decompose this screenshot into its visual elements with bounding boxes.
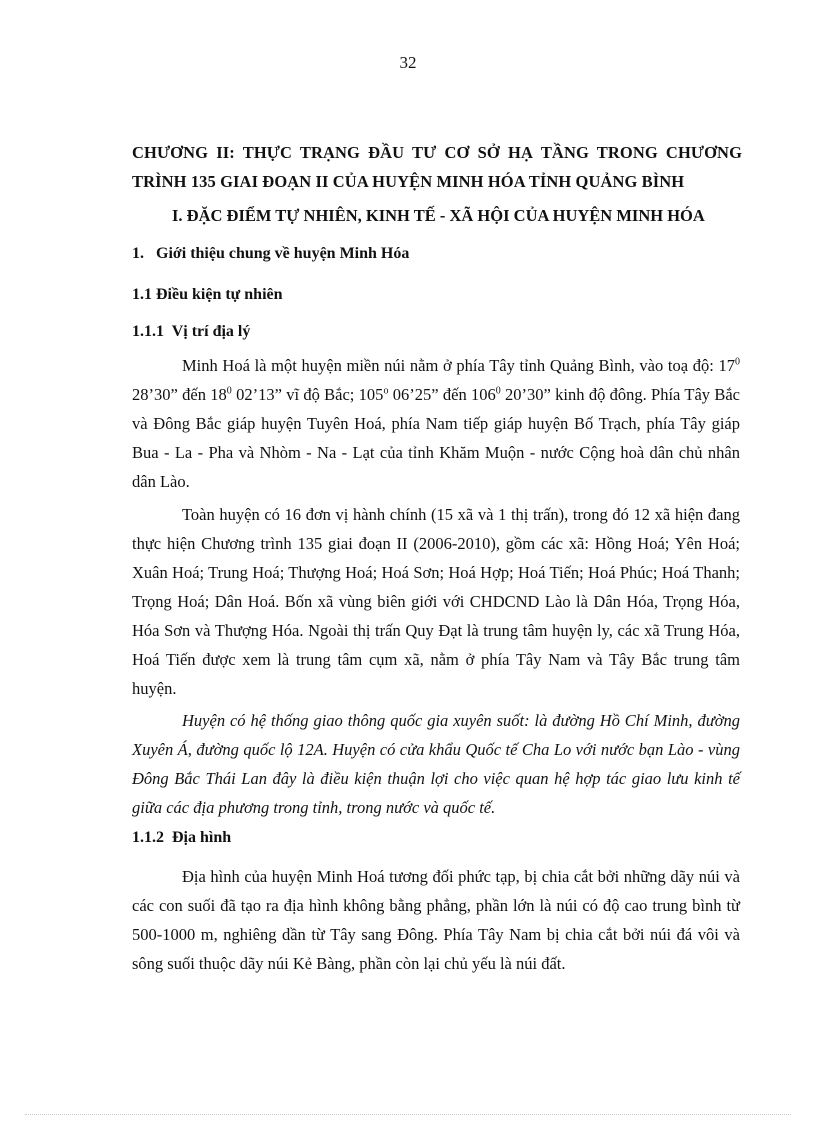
location-text-2: 28’30” đến 18 [132,385,227,404]
degree-mark: o [383,385,389,397]
heading-1-introduction: 1. Giới thiệu chung về huyện Minh Hóa [132,245,410,262]
administrative-units-paragraph: Toàn huyện có 16 đơn vị hành chính (15 xã và 1 thị trấn), trong đó 12 xã hiện đang thực hiện Chương trình 135 giai đoạn II (2006-2010), gồm các xã: Hồng Hoá; Yên Hoá; Xuân Hoá; Trung Hoá; Thượng Hoá; Hoá Sơn; Hoá Hợp; Hoá Tiến; Hoá Phúc; Hoá Thanh; Trọng Hoá; Dân Hoá. Bốn xã vùng biên giới với CHDCND Lào là Dân Hóa, Trọng Hóa, Hóa Sơn và Thượng Hóa. Ngoài thị trấn Quy Đạt là trung tâm huyện ly, các xã Trung Hóa, Hoá Tiến được xem là trung tâm cụm xã, nằm ở phía Tây Nam và Tây Bắc trung tâm huyện. [132,505,740,698]
location-text-5: 20’30” kinh độ đông. Phía Tây Bắc và Đông Bắc giáp huyện Tuyên Hoá, phía Nam tiếp giáp huyện Bố Trạch, phía Tây giáp Bua - La - Pha và Nhòm - Na - Lạt của tỉnh Khăm Muộn - nước Cộng hoà dân chủ nhân dân Lào. [132,385,740,491]
page-number: 32 [399,53,417,72]
section-title: I. ĐẶC ĐIỂM TỰ NHIÊN, KINH TẾ - XÃ HỘI CỦA HUYỆN MINH HÓA [172,206,705,225]
page-bottom-divider [25,1114,791,1115]
degree-mark: 0 [735,356,740,368]
location-paragraph [132,351,740,496]
terrain-paragraph: Địa hình của huyện Minh Hoá tương đối phức tạp, bị chia cắt bởi những dãy núi và các con suối đã tạo ra địa hình không bằng phẳng, phần lớn là núi có độ cao trung bình từ 500-1000 m, nghiêng dần từ Tây sang Đông. Phía Tây Nam bị chia cắt bởi núi đá vôi và sông suối thuộc dãy núi Kẻ Bàng, phần còn lại chủ yếu là núi đất. [132,867,740,973]
transport-paragraph: Huyện có hệ thống giao thông quốc gia xuyên suốt: là đường Hồ Chí Minh, đường Xuyên Á, đường quốc lộ 12A. Huyện có cửa khẩu Quốc tế Cha Lo với nước bạn Lào - vùng Đông Bắc Thái Lan đây là điều kiện thuận lợi cho việc quan hệ hợp tác giao lưu kinh tế giữa các địa phương trong tỉnh, trong nước và quốc tế. [132,711,740,817]
degree-mark: 0 [495,385,501,397]
heading-1-1-1-geographic-location: 1.1.1 Vị trí địa lý [132,323,251,340]
location-text-4: 06’25” đến 106 [388,385,496,404]
heading-1-1-natural-conditions: 1.1 Điều kiện tự nhiên [132,286,283,303]
heading-1-1-2-terrain: 1.1.2 Địa hình [132,829,232,846]
chapter-title: CHƯƠNG II: THỰC TRẠNG ĐẦU TƯ CƠ SỞ HẠ TẦNG TRONG CHƯƠNG TRÌNH 135 GIAI ĐOẠN II CỦA HUYỆN MINH HÓA TỈNH QUẢNG BÌNH [132,143,742,191]
degree-mark: 0 [226,385,232,397]
location-text-1: Minh Hoá là một huyện miền núi nằm ở phía Tây tỉnh Quảng Bình, vào toạ độ: 17 [182,356,735,375]
location-text-3: 02’13” vĩ độ Bắc; 105 [231,385,384,404]
